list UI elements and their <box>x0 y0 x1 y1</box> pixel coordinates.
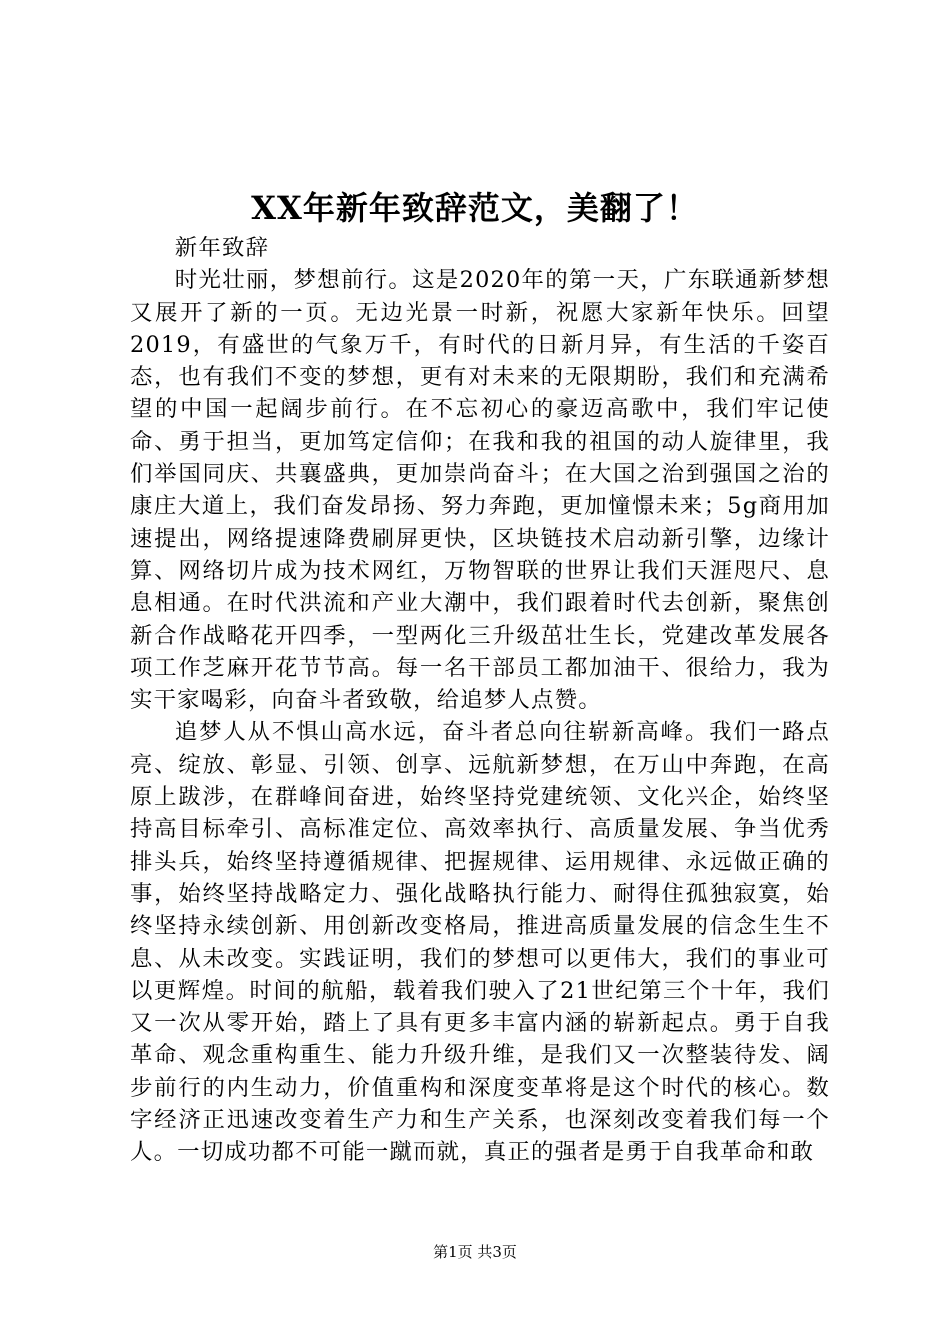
paragraph: 时光壮丽，梦想前行。这是2020年的第一天，广东联通新梦想又展开了新的一页。无边光景一时新，祝愿大家新年快乐。回望2019，有盛世的气象万千，有时代的日新月异，有生活的千姿百态，也有我们不变的梦想，更有对未来的无限期盼，我们和充满希望的中国一起阔步前行。在不忘初心的豪迈高歌中，我们牢记使命、勇于担当，更加笃定信仰；在我和我的祖国的动人旋律里，我们举国同庆、共襄盛典，更加崇尚奋斗；在大国之治到强国之治的康庄大道上，我们奋发昂扬、努力奔跑，更加憧憬未来；5g商用加速提出，网络提速降费刷屏更快，区块链技术启动新引擎，边缘计算、网络切片成为技术网红，万物智联的世界让我们天涯咫尺、息息相通。在时代洪流和产业大潮中，我们跟着时代去创新，聚焦创新合作战略花开四季，一型两化三升级茁壮生长，党建改革发展各项工作芝麻开花节节高。每一名干部员工都加油干、很给力，我为实干家喝彩，向奋斗者致敬，给追梦人点赞。 <box>130 267 830 714</box>
page-number-footer: 第1页 共3页 <box>433 1243 517 1261</box>
document-title: XX年新年致辞范文，美翻了！ <box>251 189 699 227</box>
paragraph: 追梦人从不惧山高水远，奋斗者总向往崭新高峰。我们一路点亮、绽放、彰显、引领、创享、远航新梦想，在万山中奔跑，在高原上跋涉，在群峰间奋进，始终坚持党建统领、文化兴企，始终坚持高目标牵引、高标准定位、高效率执行、高质量发展、争当优秀排头兵，始终坚持遵循规律、把握规律、运用规律、永远做正确的事，始终坚持战略定力、强化战略执行能力、耐得住孤独寂寞，始终坚持永续创新、用创新改变格局，推进高质量发展的信念生生不息、从未改变。实践证明，我们的梦想可以更伟大，我们的事业可以更辉煌。时间的航船，载着我们驶入了21世纪第三个十年，我们又一次从零开始，踏上了具有更多丰富内涵的崭新起点。勇于自我革命、观念重构重生、能力升级升维，是我们又一次整装待发、阔步前行的内生动力，价值重构和深度变革将是这个时代的核心。数字经济正迅速改变着生产力和生产关系，也深刻改变着我们每一个人。一切成功都不可能一蹴而就，真正的强者是勇于自我革命和敢 <box>130 719 830 1166</box>
document-body <box>130 232 830 1169</box>
paragraph-heading: 新年致辞 <box>174 235 270 261</box>
